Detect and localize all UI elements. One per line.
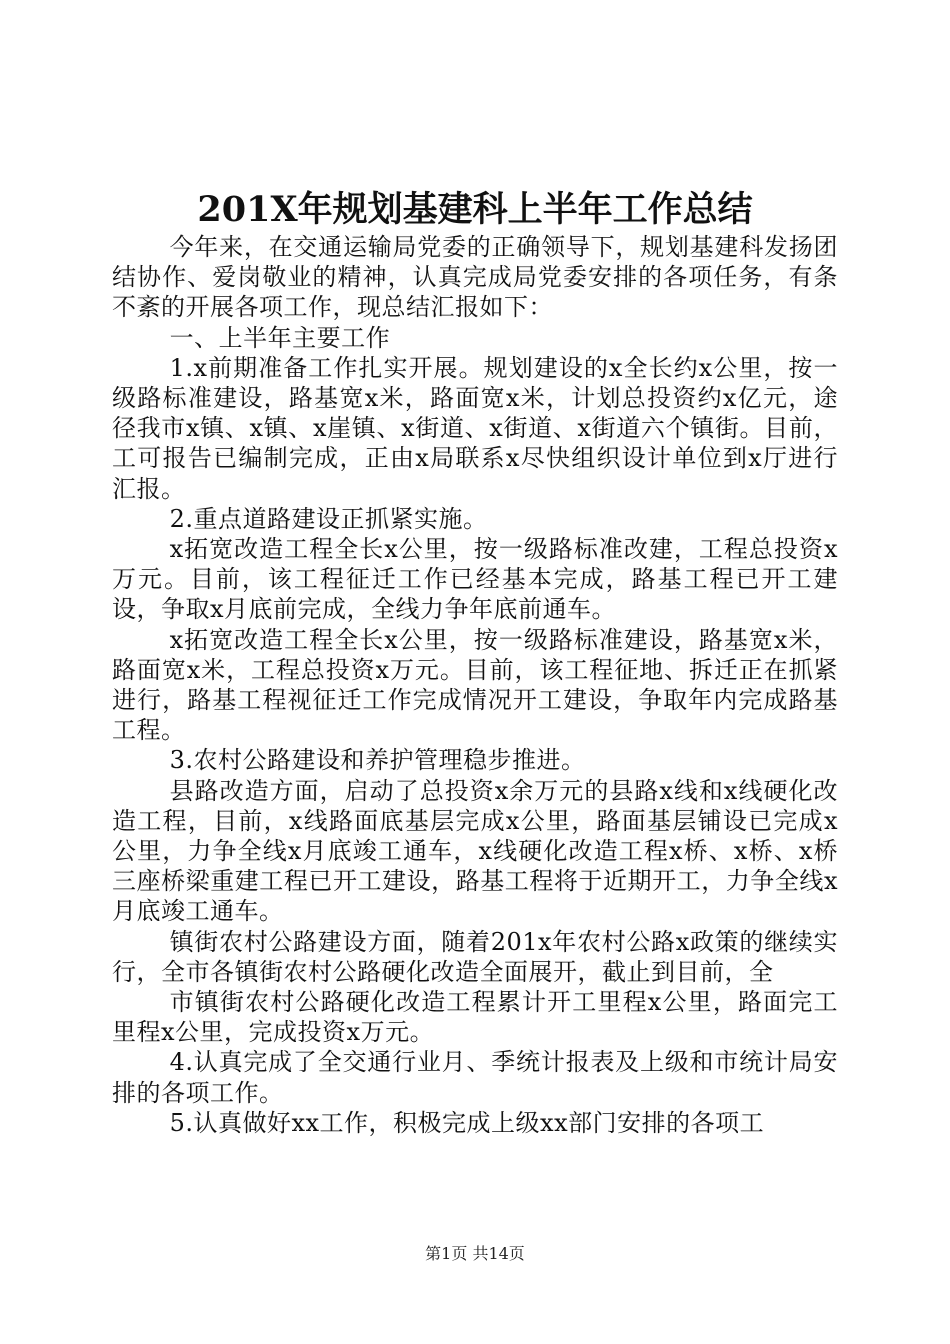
paragraph: 3.农村公路建设和养护管理稳步推进。 (169, 746, 586, 775)
paragraph: 4.认真完成了全交通行业月、季统计报表及上级和市统计局安排的各项工作。 (112, 1048, 838, 1107)
paragraph: 今年来，在交通运输局党委的正确领导下，规划基建科发扬团结协作、爱岗敬业的精神，认真完成局党委安排的各项任务，有条不紊的开展各项工作，现总结汇报如下： (112, 233, 838, 322)
document-body (112, 232, 838, 1138)
section-heading: 一、上半年主要工作 (169, 323, 391, 352)
document-title: 201X年规划基建科上半年工作总结 (197, 189, 753, 230)
paragraph: x拓宽改造工程全长x公里，按一级路标准改建，工程总投资x万元。目前，该工程征迁工作已经基本完成，路基工程已开工建设，争取x月底前完成，全线力争年底前通车。 (112, 535, 838, 624)
paragraph: 5.认真做好xx工作，积极完成上级xx部门安排的各项工 (169, 1108, 765, 1137)
paragraph: 镇街农村公路建设方面，随着201x年农村公路x政策的继续实行，全市各镇街农村公路硬化改造全面展开，截止到目前，全 (112, 927, 838, 986)
paragraph: x拓宽改造工程全长x公里，按一级路标准建设，路基宽x米，路面宽x米，工程总投资x万元。目前，该工程征地、拆迁正在抓紧进行，路基工程视征迁工作完成情况开工建设，争取年内完成路基工程。 (112, 625, 838, 745)
page-footer: 第1页 共14页 (425, 1244, 525, 1263)
paragraph: 1.x前期准备工作扎实开展。规划建设的x全长约x公里，按一级路标准建设，路基宽x米，路面宽x米，计划总投资约x亿元，途径我市x镇、x镇、x崖镇、x街道、x街道、x街道六个镇街。目前，工可报告已编制完成，正由x局联系x尽快组织设计单位到x厅进行汇报。 (112, 353, 838, 503)
paragraph: 市镇街农村公路硬化改造工程累计开工里程x公里，路面完工里程x公里，完成投资x万元。 (112, 988, 838, 1047)
paragraph: 2.重点道路建设正抓紧实施。 (169, 504, 488, 533)
paragraph: 县路改造方面，启动了总投资x余万元的县路x线和x线硬化改造工程，目前，x线路面底基层完成x公里，路面基层铺设已完成x公里，力争全线x月底竣工通车，x线硬化改造工程x桥、x桥、x桥三座桥梁重建工程已开工建设，路基工程将于近期开工，力争全线x月底竣工通车。 (112, 776, 838, 926)
